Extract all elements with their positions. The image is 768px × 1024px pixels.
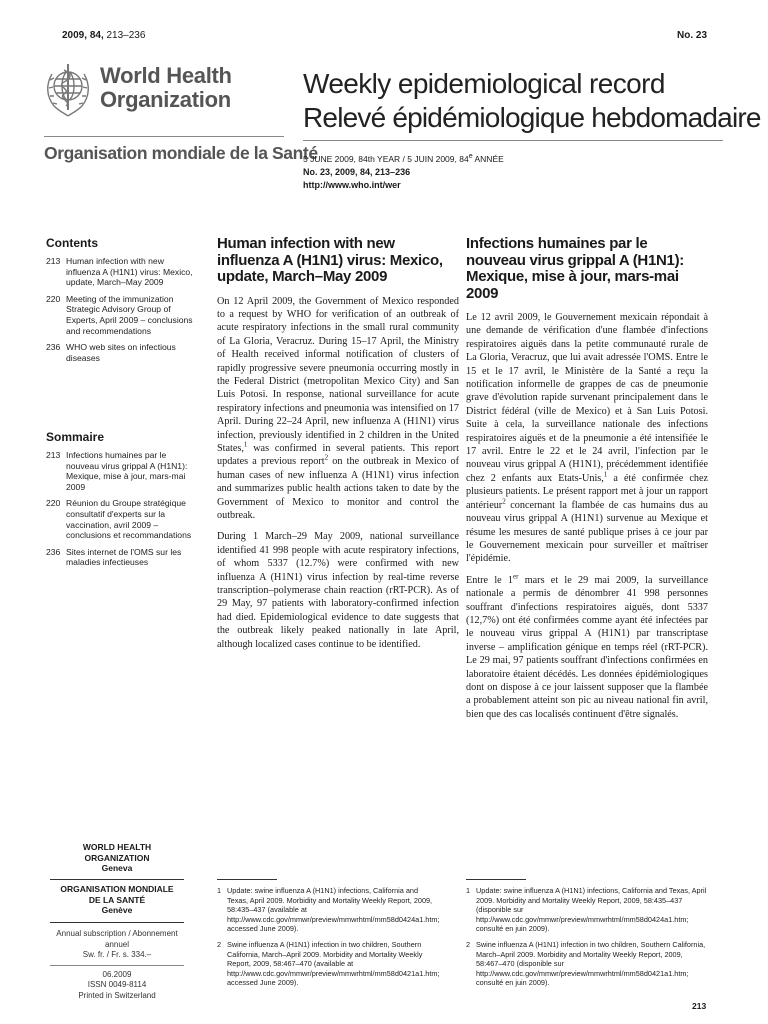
sommaire-item[interactable]: 236 Sites internet de l'OMS sur les maladies infectieuses (46, 546, 182, 568)
article-english-paragraph: During 1 March–29 May 2009, national surveillance identified 41 998 people with acute respiratory infections, of whom 5337 (12.7%) were confirmed with new influenza A (H1N1) virus infection by real-time reverse transcription–polymerase chain reaction (rRT-PCR). As of 29 May, 97 patients with laboratory-confirmed infection had died. Epidemiological evidence to date suggests that the outbreak likely peaked nationally in late April, although localized cases continue to be identified. (217, 531, 459, 650)
publisher-fr-city: Genève (101, 905, 133, 915)
publisher-en-city: Geneva (101, 863, 133, 873)
article-french-paragraph: Le 12 avril 2009, le Gouvernement mexicain répondait à une demande de vérification d'une flambée d'infections respiratoires aiguës dans la petite communauté rurale de La Gloria, Veracruz, que lui avait adressée l'OMS. Entre le 15 et le 17 avril, le Ministère de la Santé a reçu la notification informelle de grappes de cas de pneumonie grave d'évolution rapide survenant principalement dans le District fédéral (ville de Mexico) et à San Luis Potosi. Suite à cela, la surveillance nationale des infections respiratoires aiguës et de la pneumonie a été intensifiée le 17 avril. Entre le 22 et le 24 avril, l'infection par le nouveau virus grippal A (H1N1), précédemment identifiée chez 2 enfants aux Etats-Unis,$^1$ a été confirmée chez plusieurs patients. Le présent rapport met à jour un rapport antérieur$^2$ concernant la flambée de cas humains dus au nouveau virus grippal A (H1N1) survenue au Mexique et résume les mesures de santé publique prises à ce jour par le Gouvernement mexicain pour surveiller et maîtriser l'épidémie. (466, 312, 708, 565)
contents-item[interactable]: 213 Human infection with new influenza A (H1N1) virus: Mexico, update, March–May 2009 (46, 256, 193, 288)
footnote: 2 Swine influenza A (H1N1) infection in two children, Southern California, March–April 2009. Morbidity and Mortality Weekly Report, 2009, 58:467–470 (available at http://www.cdc.gov/mmwr/preview/mmwrhtml/mm58d0421a1.htm; accessed June 2009). (217, 939, 440, 988)
contents-item[interactable]: 220 Meeting of the immunization Strategic Advisory Group of Experts, April 2009 – conclusions and recommendations (46, 293, 193, 336)
subscription-divider (50, 922, 184, 923)
contents-section (46, 236, 196, 369)
article-french (466, 236, 708, 729)
sommaire-item[interactable]: 213 Infections humaines par le nouveau virus grippal A (H1N1): Mexique, mise à jour, mars-mai 2009 (46, 450, 188, 492)
issue-line: No. 23, 2009, 84, 213–236 (303, 167, 411, 177)
footnote: 1 Update: swine influenza A (H1N1) infections, California and Texas, April 2009. Morbidity and Mortality Weekly Report, 2009, 58:435–437 (disponible sur http://www.cdc.gov/mmwr/preview/mmwrhtml/mm58d0424a1.htm; consulté en juin 2009). (466, 886, 707, 934)
publisher-block (46, 842, 188, 874)
contents-heading: Contents (46, 236, 98, 250)
website-link[interactable]: http://www.who.int/wer (303, 180, 401, 190)
sommaire-section (46, 430, 196, 574)
publisher-divider (50, 879, 184, 880)
article-english-title: Human infection with new influenza A (H1N1) virus: Mexico, update, March–May 2009 (217, 235, 443, 285)
footnote: 1 Update: swine influenza A (H1N1) infections, California and Texas, April 2009. Morbidity and Mortality Weekly Report, 2009, 58:435–437 (available at http://www.cdc.gov/mmwr/preview/mmwrhtml/mm58d0424a1.htm; accessed June 2009). (217, 886, 440, 934)
article-french-title: Infections humaines par le nouveau virus grippal A (H1N1): Mexique, mise à jour, mars-mai 2009 (466, 235, 684, 302)
who-logo-line1: World Health (100, 63, 232, 88)
citation-year: 2009 (62, 30, 85, 41)
article-french-body (466, 311, 708, 721)
publisher-en-line2: ORGANIZATION (84, 852, 150, 863)
logo-divider (44, 136, 284, 137)
oms-logo-name: Organisation mondiale de la Santé (44, 143, 318, 163)
publisher-fr-line1: ORGANISATION MONDIALE (60, 884, 174, 894)
citation-pages: 213–236 (106, 30, 146, 41)
footnotes-english (217, 886, 439, 994)
article-french-paragraph: Entre le 1er mars et le 29 mai 2009, la surveillance nationale a permis de dénombrer 41 998 personnes souffrant d'infections respiratoires aiguës, dont 5337 (12,7%) ont été confirmées comme ayant été infectées par le nouveau virus grippal A (H1N1) par transcriptase inverse – amplification génique en temps réel (rRT-PCR). Le 29 mai, 97 patients souffrant d'infections confirmées en laboratoire étaient décédés. Les données épidémiologiques dont on dispose à ce jour laissent supposer que la flambée a probablement atteint son pic au niveau national fin avril, bien que des cas localisés continuent d'être signalés. (466, 572, 708, 720)
page-number: 213 (692, 1001, 707, 1011)
article-english (217, 236, 459, 659)
sommaire-item[interactable]: 220 Réunion du Groupe stratégique consultatif d'experts sur la vaccination, avril 2009 – conclusions et recommandations (46, 498, 192, 541)
publisher-block-fr (46, 884, 188, 916)
contents-item[interactable]: 236 WHO web sites on infectious diseases (46, 342, 176, 363)
footnote-rule (217, 879, 277, 880)
citation-volume: 84 (89, 30, 101, 41)
publisher-fr-line2: DE LA SANTÉ (88, 894, 146, 905)
article-english-body (217, 295, 459, 652)
publisher-en-line1: WORLD HEALTH (82, 842, 152, 852)
footnote-rule (466, 879, 526, 880)
sommaire-heading: Sommaire (46, 430, 105, 444)
title-divider (303, 140, 723, 141)
citation-line: 2009, 84, 213–236 (62, 30, 146, 41)
issue-number: No. 23 (677, 30, 708, 41)
footnotes-french (466, 886, 710, 994)
subscription-block: Annual subscription / Abonnement annuel Sw. fr. / Fr. s. 334.– 06.2009 ISSN 0049-8114 Printed in Switzerland (46, 929, 188, 1001)
who-logo-line2: Organization (100, 87, 231, 112)
sommaire-list (46, 450, 196, 568)
footnote: 2 Swine influenza A (H1N1) infection in two children, Southern California, March–April 2009. Morbidity and Mortality Weekly Report, 2009, 58:467–470 (disponible sur http://www.cdc.gov/mmwr/preview/mmwrhtml/mm58d0421a1.htm; consulté en juin 2009). (466, 939, 706, 988)
who-logo-name (100, 64, 232, 112)
article-english-paragraph: On 12 April 2009, the Government of Mexico responded to a request by WHO for verification of an outbreak of acute respiratory infections in the small rural community of La Gloria, Veracruz. During 15–17 April, the Ministry of Health received informal notification of clusters of rapidly progressive severe pneumonia occurring mostly in the Federal District (metropolitan Mexico City) and San Luis Potosi. In response, national surveillance for acute respiratory infections and pneumonia was intensified on 17 April. During 22–24 April, new influenza A (H1N1) virus infection, previously identified in 2 children in the United States,$^1$ was confirmed in several patients. This report updates a previous report$^2$ on the outbreak in Mexico of human cases of new influenza A (H1N1) virus infection and summarizes public health actions taken to date by the Government of Mexico to monitor and control the outbreak. (217, 295, 459, 521)
date-line: 5 JUNE 2009, 84th YEAR / 5 JUIN 2009, 84e ANNÉE (303, 153, 504, 164)
issue-meta (303, 153, 504, 192)
contents-list (46, 256, 196, 363)
title-english: Weekly epidemiological record (303, 68, 665, 99)
title-french: Relevé épidémiologique hebdomadaire (303, 102, 761, 133)
who-emblem-icon (42, 60, 94, 120)
